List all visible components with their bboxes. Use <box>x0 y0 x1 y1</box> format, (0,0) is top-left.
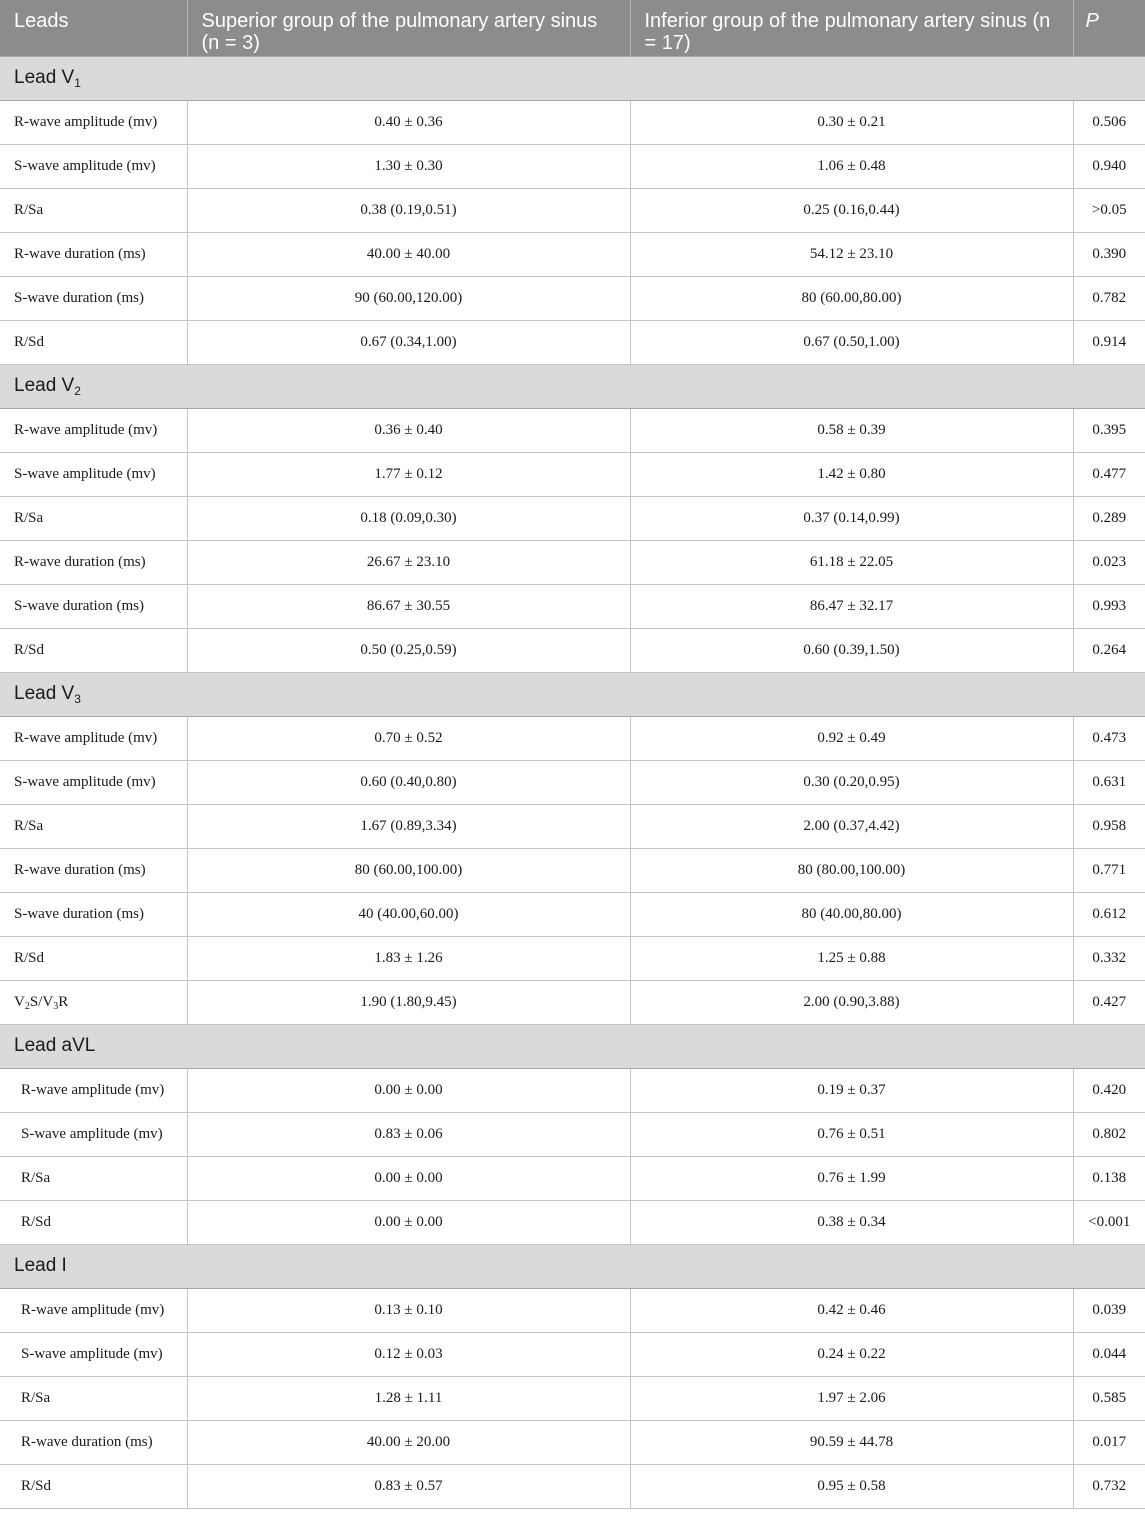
lead-group-name: Lead aVL <box>14 1035 96 1056</box>
superior-value: 90 (60.00,120.00) <box>187 276 630 320</box>
header-leads: Leads <box>0 0 187 56</box>
lead-group-row <box>0 364 1145 408</box>
p-value: 0.023 <box>1073 540 1145 584</box>
label-subscript: 2 <box>24 1000 30 1012</box>
inferior-value: 0.37 (0.14,0.99) <box>630 496 1073 540</box>
lead-group-subscript: 3 <box>74 692 81 706</box>
lead-group-title <box>0 1244 1145 1288</box>
p-value: <0.001 <box>1073 1200 1145 1244</box>
measure-label: R-wave duration (ms) <box>0 848 187 892</box>
p-value: 0.390 <box>1073 232 1145 276</box>
table-row <box>0 232 1145 276</box>
p-value: 0.914 <box>1073 320 1145 364</box>
p-value: 0.585 <box>1073 1376 1145 1420</box>
table-row <box>0 1156 1145 1200</box>
superior-value: 1.83 ± 1.26 <box>187 936 630 980</box>
superior-value: 26.67 ± 23.10 <box>187 540 630 584</box>
inferior-value: 80 (60.00,80.00) <box>630 276 1073 320</box>
lead-group-subscript: 1 <box>74 76 81 90</box>
inferior-value: 0.19 ± 0.37 <box>630 1068 1073 1112</box>
p-value: 0.782 <box>1073 276 1145 320</box>
inferior-value: 61.18 ± 22.05 <box>630 540 1073 584</box>
measure-label: R-wave amplitude (mv) <box>0 716 187 760</box>
inferior-value: 1.42 ± 0.80 <box>630 452 1073 496</box>
superior-value: 40.00 ± 20.00 <box>187 1420 630 1464</box>
inferior-value: 80 (40.00,80.00) <box>630 892 1073 936</box>
inferior-value: 80 (80.00,100.00) <box>630 848 1073 892</box>
measure-label: R-wave duration (ms) <box>0 232 187 276</box>
table-row <box>0 100 1145 144</box>
lead-group-name: Lead V <box>14 375 75 396</box>
table-row <box>0 1068 1145 1112</box>
p-value: 0.771 <box>1073 848 1145 892</box>
inferior-value: 2.00 (0.37,4.42) <box>630 804 1073 848</box>
table-row <box>0 1464 1145 1508</box>
inferior-value: 0.30 (0.20,0.95) <box>630 760 1073 804</box>
inferior-value: 0.58 ± 0.39 <box>630 408 1073 452</box>
table-row <box>0 1420 1145 1464</box>
table-row <box>0 848 1145 892</box>
superior-value: 40.00 ± 40.00 <box>187 232 630 276</box>
label-part: V <box>14 993 25 1010</box>
measure-label: R/Sa <box>0 496 187 540</box>
p-value: 0.477 <box>1073 452 1145 496</box>
table-row <box>0 1112 1145 1156</box>
p-value: 0.289 <box>1073 496 1145 540</box>
header-superior-group: Superior group of the pulmonary artery sinus (n = 3) <box>187 0 630 56</box>
superior-value: 0.40 ± 0.36 <box>187 100 630 144</box>
inferior-value: 0.42 ± 0.46 <box>630 1288 1073 1332</box>
p-value: 0.264 <box>1073 628 1145 672</box>
superior-value: 0.38 (0.19,0.51) <box>187 188 630 232</box>
lead-group-title <box>0 1024 1145 1068</box>
p-value: 0.802 <box>1073 1112 1145 1156</box>
table-body <box>0 56 1145 1508</box>
superior-value: 0.83 ± 0.06 <box>187 1112 630 1156</box>
lead-group-name: Lead V <box>14 683 75 704</box>
inferior-value: 0.67 (0.50,1.00) <box>630 320 1073 364</box>
table-row <box>0 320 1145 364</box>
table-row <box>0 540 1145 584</box>
p-value: 0.332 <box>1073 936 1145 980</box>
p-value: 0.473 <box>1073 716 1145 760</box>
inferior-value: 0.76 ± 1.99 <box>630 1156 1073 1200</box>
lead-group-name: Lead I <box>14 1255 67 1276</box>
table-row <box>0 1376 1145 1420</box>
inferior-value: 2.00 (0.90,3.88) <box>630 980 1073 1024</box>
measure-label: R/Sd <box>0 628 187 672</box>
measure-label: S-wave amplitude (mv) <box>0 760 187 804</box>
inferior-value: 0.60 (0.39,1.50) <box>630 628 1073 672</box>
lead-group-row <box>0 1024 1145 1068</box>
superior-value: 86.67 ± 30.55 <box>187 584 630 628</box>
inferior-value: 86.47 ± 32.17 <box>630 584 1073 628</box>
lead-group-title <box>0 364 1145 408</box>
inferior-value: 1.97 ± 2.06 <box>630 1376 1073 1420</box>
table-row <box>0 936 1145 980</box>
superior-value: 0.13 ± 0.10 <box>187 1288 630 1332</box>
table-row <box>0 276 1145 320</box>
measure-label: R/Sa <box>0 804 187 848</box>
header-p-value: P <box>1073 0 1145 56</box>
measure-label: R/Sd <box>0 936 187 980</box>
table-row <box>0 1288 1145 1332</box>
p-value: 0.993 <box>1073 584 1145 628</box>
superior-value: 0.50 (0.25,0.59) <box>187 628 630 672</box>
measure-label <box>0 980 187 1024</box>
measure-label: R/Sd <box>0 1464 187 1508</box>
superior-value: 0.36 ± 0.40 <box>187 408 630 452</box>
p-value: 0.631 <box>1073 760 1145 804</box>
p-value: 0.039 <box>1073 1288 1145 1332</box>
measure-label: R/Sa <box>0 188 187 232</box>
header-inferior-group: Inferior group of the pulmonary artery sinus (n = 17) <box>630 0 1073 56</box>
table-row <box>0 144 1145 188</box>
superior-value: 1.77 ± 0.12 <box>187 452 630 496</box>
superior-value: 0.83 ± 0.57 <box>187 1464 630 1508</box>
inferior-value: 1.25 ± 0.88 <box>630 936 1073 980</box>
table-row <box>0 496 1145 540</box>
table-row <box>0 408 1145 452</box>
measure-label: S-wave duration (ms) <box>0 584 187 628</box>
lead-group-row <box>0 672 1145 716</box>
superior-value: 80 (60.00,100.00) <box>187 848 630 892</box>
measure-label: R/Sa <box>0 1376 187 1420</box>
superior-value: 0.18 (0.09,0.30) <box>187 496 630 540</box>
measure-label: R/Sd <box>0 1200 187 1244</box>
table-row <box>0 452 1145 496</box>
lead-group-title <box>0 672 1145 716</box>
inferior-value: 54.12 ± 23.10 <box>630 232 1073 276</box>
superior-value: 0.70 ± 0.52 <box>187 716 630 760</box>
table-row <box>0 628 1145 672</box>
table-row <box>0 980 1145 1024</box>
measure-label: R/Sd <box>0 320 187 364</box>
lead-group-name: Lead V <box>14 67 75 88</box>
measure-label: R-wave amplitude (mv) <box>0 408 187 452</box>
measure-label: R-wave duration (ms) <box>0 540 187 584</box>
measure-label: S-wave duration (ms) <box>0 892 187 936</box>
superior-value: 40 (40.00,60.00) <box>187 892 630 936</box>
p-value: 0.044 <box>1073 1332 1145 1376</box>
measure-label: S-wave amplitude (mv) <box>0 452 187 496</box>
p-value: 0.427 <box>1073 980 1145 1024</box>
table-row <box>0 584 1145 628</box>
inferior-value: 1.06 ± 0.48 <box>630 144 1073 188</box>
superior-value: 0.67 (0.34,1.00) <box>187 320 630 364</box>
superior-value: 1.67 (0.89,3.34) <box>187 804 630 848</box>
measure-label: S-wave amplitude (mv) <box>0 1112 187 1156</box>
inferior-value: 0.38 ± 0.34 <box>630 1200 1073 1244</box>
lead-group-row <box>0 1244 1145 1288</box>
p-value: 0.958 <box>1073 804 1145 848</box>
label-part: S/V <box>29 993 54 1010</box>
label-subscript: 3 <box>53 1000 59 1012</box>
table-row <box>0 760 1145 804</box>
p-value: 0.940 <box>1073 144 1145 188</box>
p-value: 0.732 <box>1073 1464 1145 1508</box>
table-row <box>0 1200 1145 1244</box>
superior-value: 1.30 ± 0.30 <box>187 144 630 188</box>
superior-value: 0.12 ± 0.03 <box>187 1332 630 1376</box>
superior-value: 0.00 ± 0.00 <box>187 1156 630 1200</box>
superior-value: 1.28 ± 1.11 <box>187 1376 630 1420</box>
p-value: 0.017 <box>1073 1420 1145 1464</box>
inferior-value: 90.59 ± 44.78 <box>630 1420 1073 1464</box>
superior-value: 0.60 (0.40,0.80) <box>187 760 630 804</box>
measure-label: R-wave amplitude (mv) <box>0 1068 187 1112</box>
p-value: 0.395 <box>1073 408 1145 452</box>
superior-value: 0.00 ± 0.00 <box>187 1200 630 1244</box>
inferior-value: 0.24 ± 0.22 <box>630 1332 1073 1376</box>
label-part: R <box>58 993 69 1010</box>
table-row <box>0 892 1145 936</box>
p-value: >0.05 <box>1073 188 1145 232</box>
p-value: 0.138 <box>1073 1156 1145 1200</box>
inferior-value: 0.95 ± 0.58 <box>630 1464 1073 1508</box>
measure-label: S-wave amplitude (mv) <box>0 144 187 188</box>
lead-group-title <box>0 56 1145 100</box>
p-value: 0.506 <box>1073 100 1145 144</box>
inferior-value: 0.92 ± 0.49 <box>630 716 1073 760</box>
inferior-value: 0.30 ± 0.21 <box>630 100 1073 144</box>
measure-label: R-wave amplitude (mv) <box>0 100 187 144</box>
lead-group-subscript: 2 <box>74 384 81 398</box>
header-row <box>0 0 1145 56</box>
measure-label: S-wave duration (ms) <box>0 276 187 320</box>
measure-label: S-wave amplitude (mv) <box>0 1332 187 1376</box>
lead-group-row <box>0 56 1145 100</box>
table-row <box>0 716 1145 760</box>
superior-value: 0.00 ± 0.00 <box>187 1068 630 1112</box>
table-header <box>0 0 1145 56</box>
inferior-value: 0.25 (0.16,0.44) <box>630 188 1073 232</box>
table-row <box>0 1332 1145 1376</box>
p-value: 0.420 <box>1073 1068 1145 1112</box>
inferior-value: 0.76 ± 0.51 <box>630 1112 1073 1156</box>
table-row <box>0 188 1145 232</box>
measure-label: R-wave amplitude (mv) <box>0 1288 187 1332</box>
table-row <box>0 804 1145 848</box>
measure-label: R-wave duration (ms) <box>0 1420 187 1464</box>
superior-value: 1.90 (1.80,9.45) <box>187 980 630 1024</box>
measure-label: R/Sa <box>0 1156 187 1200</box>
p-value: 0.612 <box>1073 892 1145 936</box>
